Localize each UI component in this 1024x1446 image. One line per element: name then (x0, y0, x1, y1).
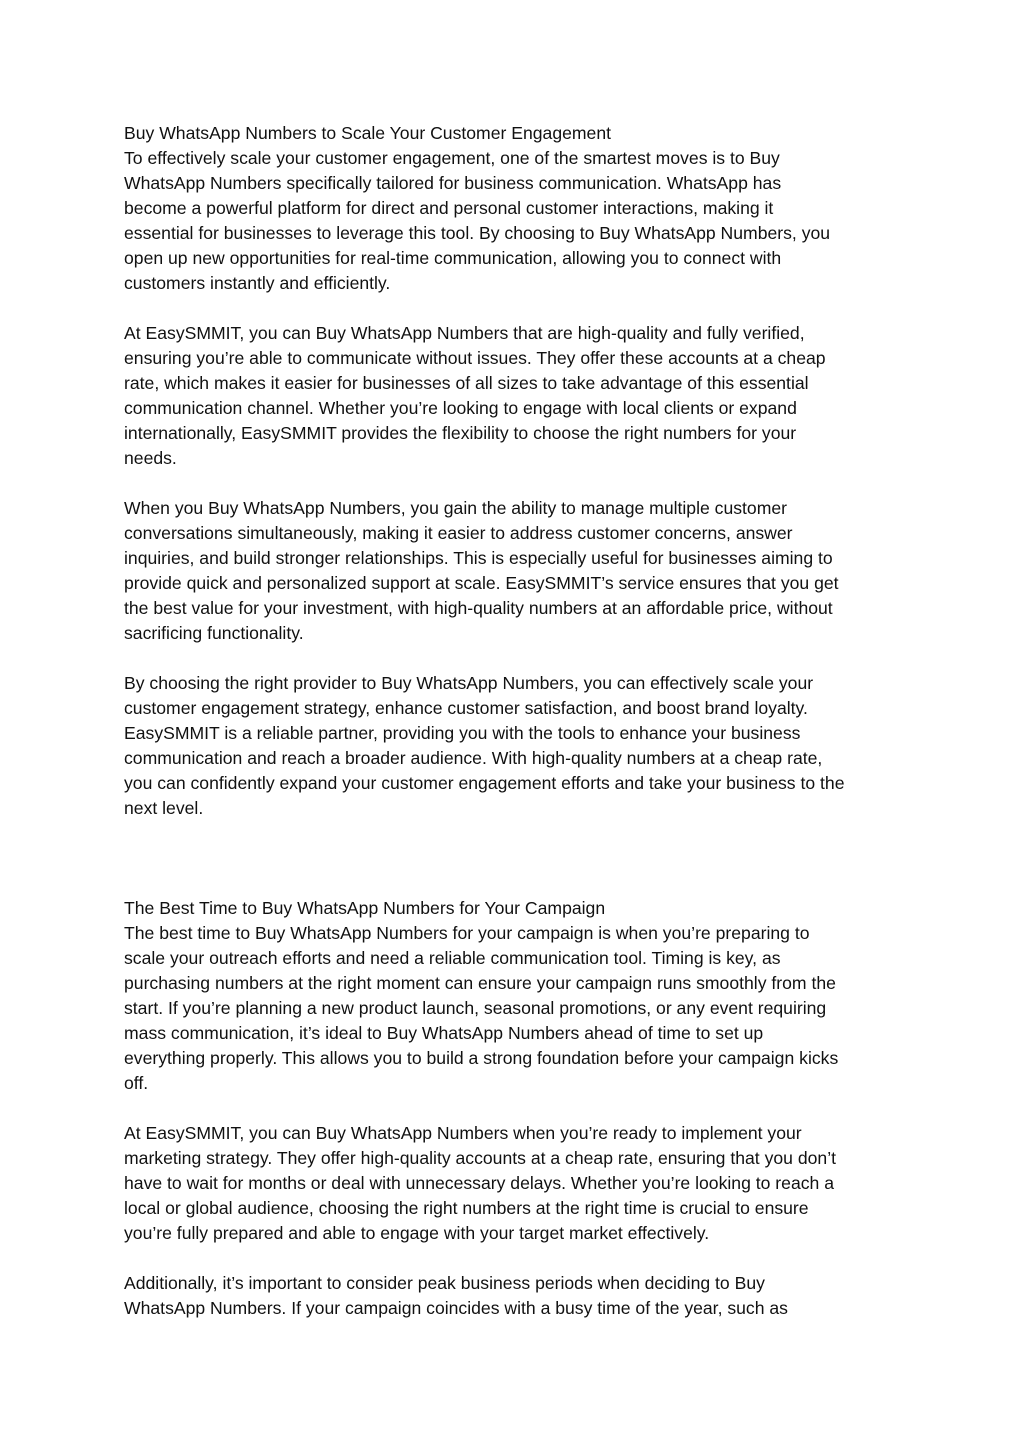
paragraph-spacer (124, 471, 914, 496)
section-title: Buy WhatsApp Numbers to Scale Your Customer Engagement (124, 123, 612, 143)
paragraph: At EasySMMIT, you can Buy WhatsApp Numbers that are high-quality and fully verified, ensuring you’re able to communicate without issues. They offer these accounts at a cheap rate, which makes it easier for businesses of all sizes to take advantage of this essential communication channel. Whether you’re looking to engage with local clients or expand internationally, EasySMMIT provides the flexibility to choose the right numbers for your needs. (124, 323, 826, 468)
section-spacer (124, 821, 914, 896)
paragraph-spacer (124, 1246, 914, 1271)
section-title: The Best Time to Buy WhatsApp Numbers for Your Campaign (124, 898, 606, 918)
paragraph: When you Buy WhatsApp Numbers, you gain the ability to manage multiple customer conversations simultaneously, making it easier to address customer concerns, answer inquiries, and build stronger relationships. This is especially useful for businesses aiming to provide quick and personalized support at scale. EasySMMIT’s service ensures that you get the best value for your investment, with high-quality numbers at an affordable price, without sacrificing functionality. (124, 498, 839, 643)
paragraph: At EasySMMIT, you can Buy WhatsApp Numbers when you’re ready to implement your marketing strategy. They offer high-quality accounts at a cheap rate, ensuring that you don’t have to wait for months or deal with unnecessary delays. Whether you’re looking to reach a local or global audience, choosing the right numbers at the right time is crucial to ensure you’re fully prepared and able to engage with your target market effectively. (124, 1123, 836, 1243)
document-body (124, 121, 914, 1321)
paragraph-spacer (124, 646, 914, 671)
paragraph: By choosing the right provider to Buy WhatsApp Numbers, you can effectively scale your customer engagement strategy, enhance customer satisfaction, and boost brand loyalty. EasySMMIT is a reliable partner, providing you with the tools to enhance your business communication and reach a broader audience. With high-quality numbers at a cheap rate, you can confidently expand your customer engagement efforts and take your business to the next level. (124, 673, 845, 818)
paragraph-spacer (124, 296, 914, 321)
paragraph: Additionally, it’s important to consider peak business periods when deciding to Buy WhatsApp Numbers. If your campaign coincides with a busy time of the year, such as (124, 1273, 788, 1318)
paragraph: To effectively scale your customer engagement, one of the smartest moves is to Buy WhatsApp Numbers specifically tailored for business communication. WhatsApp has become a powerful platform for direct and personal customer interactions, making it essential for businesses to leverage this tool. By choosing to Buy WhatsApp Numbers, you open up new opportunities for real-time communication, allowing you to connect with customers instantly and efficiently. (124, 148, 831, 293)
paragraph: The best time to Buy WhatsApp Numbers for your campaign is when you’re preparing to scale your outreach efforts and need a reliable communication tool. Timing is key, as purchasing numbers at the right moment can ensure your campaign runs smoothly from the start. If you’re planning a new product launch, seasonal promotions, or any event requiring mass communication, it’s ideal to Buy WhatsApp Numbers ahead of time to set up everything properly. This allows you to build a strong foundation before your campaign kicks off. (124, 923, 839, 1093)
paragraph-spacer (124, 1096, 914, 1121)
